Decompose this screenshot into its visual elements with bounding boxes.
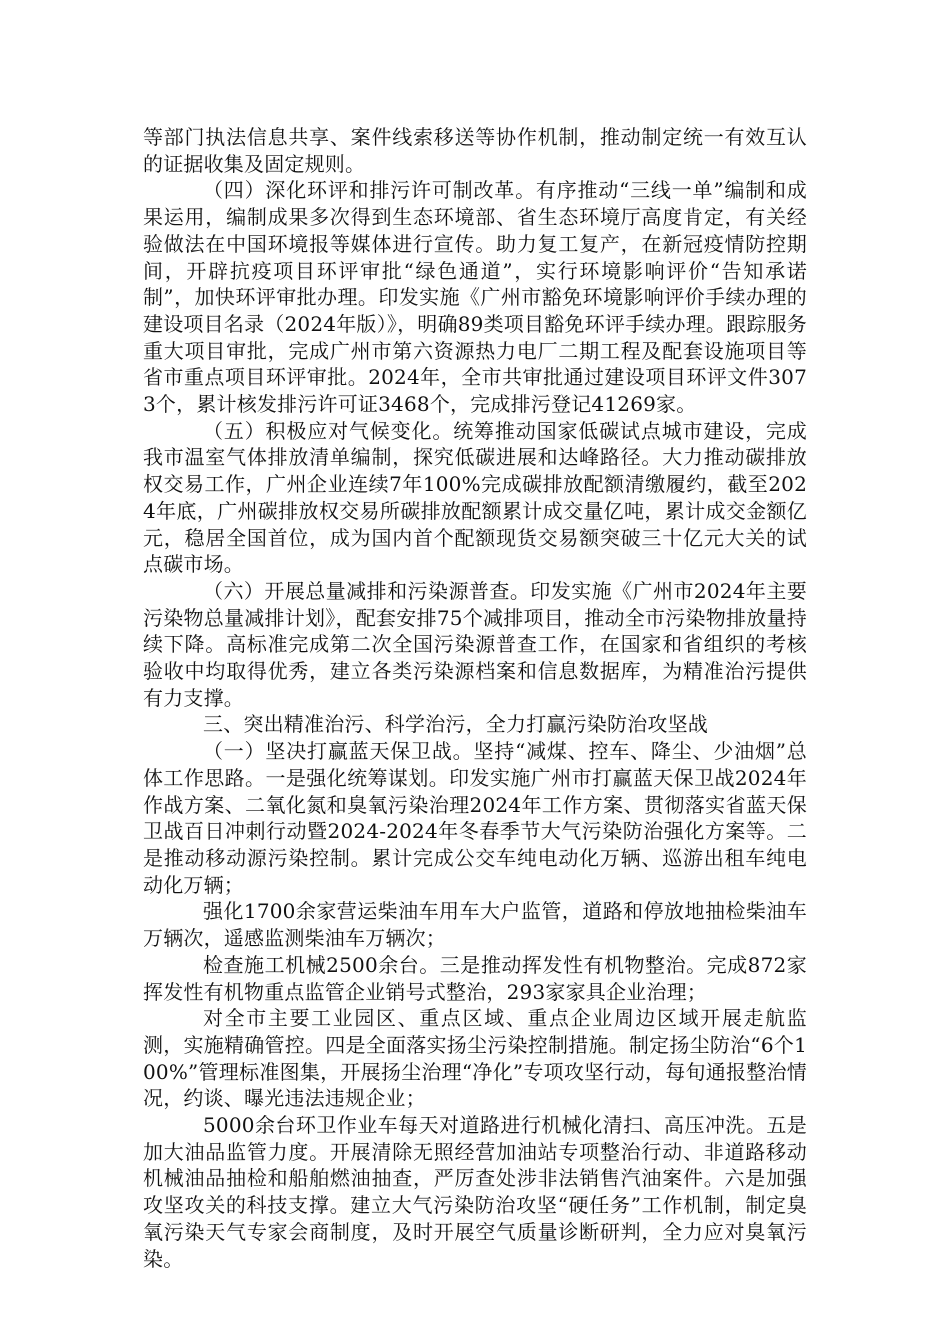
paragraph-emission-reduction: （六）开展总量减排和污染源普查。印发实施《广州市2024年主要污染物总量减排计划》，配套安排75个减排项目，推动全市污染物排放量持续下降。高标准完成第二次全国污染源普查工作，在国家和省组织的考核验收中均取得优秀，建立各类污染源档案和信息数据库，为精准治污提供有力支撑。 [143,578,807,710]
paragraph-continuation: 等部门执法信息共享、案件线索移送等协作机制，推动制定统一有效互认的证据收集及固定规则。 [143,125,807,176]
section-heading: 三、突出精准治污、科学治污，全力打赢污染防治攻坚战 [203,712,708,737]
paragraph-diesel-supervision: 强化1700余家营运柴油车用车大户监管，道路和停放地抽检柴油车万辆次，遥感监测柴油车万辆次； [143,899,807,951]
paragraph-dust-control: 对全市主要工业园区、重点区域、重点企业周边区域开展走航监测，实施精确管控。四是全面落实扬尘污染控制措施。制定扬尘防治“6个100%”管理标准图集，开展扬尘治理“净化”专项攻坚行动，每旬通报整治情况，约谈、曝光违法违规企业； [143,1006,807,1111]
document-body [143,124,807,1272]
paragraph-blue-sky: （一）坚决打赢蓝天保卫战。坚持“减煤、控车、降尘、少油烟”总体工作思路。一是强化统筹谋划。印发实施广州市打赢蓝天保卫战2024年作战方案、二氧化氮和臭氧污染治理2024年工作方案、贯彻落实省蓝天保卫战百日冲刺行动暨2024-2024年冬春季节大气污染防治强化方案等。二是推动移动源污染控制。累计完成公交车纯电动化万辆、巡游出租车纯电动化万辆； [143,739,807,897]
paragraph-voc-control: 检查施工机械2500余台。三是推动挥发性有机物整治。完成872家挥发性有机物重点监管企业销号式整治，293家家具企业治理； [143,952,807,1004]
paragraph-eia-reform: （四）深化环评和排污许可制改革。有序推动“三线一单”编制和成果运用，编制成果多次得到生态环境部、省生态环境厅高度肯定，有关经验做法在中国环境报等媒体进行宣传。助力复工复产，在新冠疫情防控期间，开辟抗疫项目环评审批“绿色通道”，实行环境影响评价“告知承诺制”，加快环评审批办理。印发实施《广州市豁免环境影响评价手续办理的建设项目名录（2024年版）》，明确89类项目豁免环评手续办理。跟踪服务重大项目审批，完成广州市第六资源热力电厂二期工程及配套设施项目等省市重点项目环评审批。2024年，全市共审批通过建设项目环评文件3073个，累计核发排污许可证3468个，完成排污登记41269家。 [143,178,807,417]
paragraph-road-cleaning: 5000余台环卫作业车每天对道路进行机械化清扫、高压冲洗。五是加大油品监管力度。开展清除无照经营加油站专项整治行动、非道路移动机械油品抽检和船舶燃油抽查，严厉查处涉非法销售汽油案件。六是加强攻坚攻关的科技支撑。建立大气污染防治攻坚“硬任务”工作机制，制定臭氧污染天气专家会商制度，及时开展空气质量诊断研判，全力应对臭氧污染。 [143,1113,807,1271]
paragraph-climate-change: （五）积极应对气候变化。统筹推动国家低碳试点城市建设，完成我市温室气体排放清单编制，探究低碳进展和达峰路径。大力推动碳排放权交易工作，广州企业连续7年100%完成碳排放配额清缴履约，截至2024年底，广州碳排放权交易所碳排放配额累计成交量亿吨，累计成交金额亿元，稳居全国首位，成为国内首个配额现货交易额突破三十亿元大关的试点碳市场。 [143,418,807,577]
